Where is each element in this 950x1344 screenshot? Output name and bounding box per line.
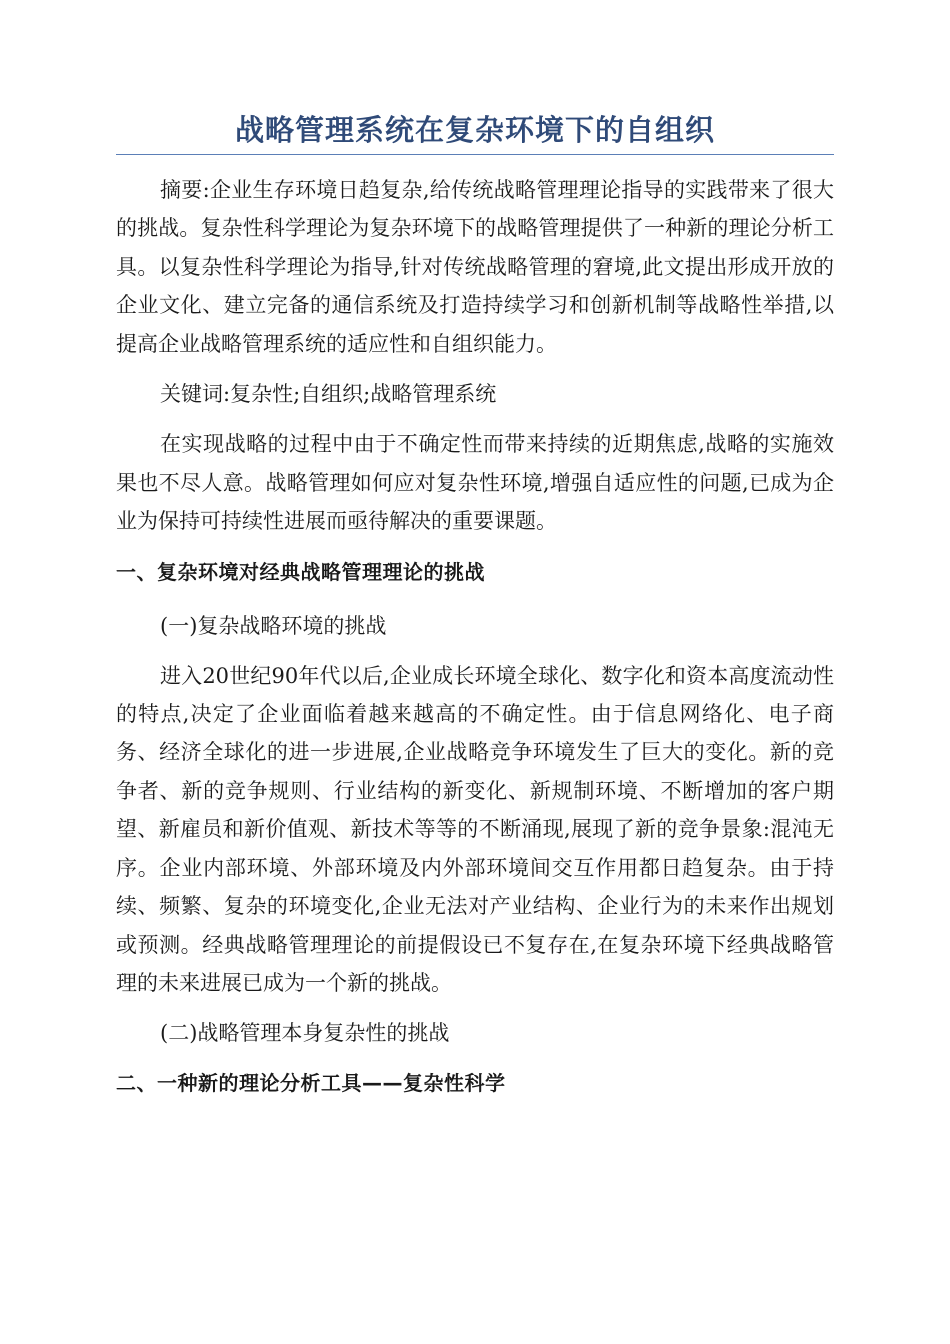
keywords-paragraph: 关键词:复杂性;自组织;战略管理系统 bbox=[160, 382, 497, 407]
section-1-sub-2-heading: (二)战略管理本身复杂性的挑战 bbox=[160, 1021, 450, 1046]
section-1-sub-1-heading: (一)复杂战略环境的挑战 bbox=[160, 613, 387, 638]
document-page bbox=[116, 108, 834, 1118]
document-title: 战略管理系统在复杂环境下的自组织 bbox=[116, 108, 834, 155]
intro-paragraph: 在实现战略的过程中由于不确定性而带来持续的近期焦虑,战略的实施效果也不尽人意。战略管理如何应对复杂性环境,增强自适应性的问题,已成为企业为保持可持续性进展而亟待解决的重要课题。 bbox=[116, 432, 834, 534]
section-1-heading: 一、复杂环境对经典战略管理理论的挑战 bbox=[116, 559, 485, 584]
section-2-heading: 二、一种新的理论分析工具——复杂性科学 bbox=[116, 1071, 506, 1096]
abstract-paragraph: 摘要:企业生存环境日趋复杂,给传统战略管理理论指导的实践带来了很大的挑战。复杂性科学理论为复杂环境下的战略管理提供了一种新的理论分析工具。以复杂性科学理论为指导,针对传统战略管理的窘境,此文提出形成开放的企业文化、建立完备的通信系统及打造持续学习和创新机制等战略性举措,以提高企业战略管理系统的适应性和自组织能力。 bbox=[116, 178, 834, 356]
section-1-sub-1-body: 进入20世纪90年代以后,企业成长环境全球化、数字化和资本高度流动性的特点,决定了企业面临着越来越高的不确定性。由于信息网络化、电子商务、经济全球化的进一步进展,企业战略竞争环境发生了巨大的变化。新的竞争者、新的竞争规则、行业结构的新变化、新规制环境、不断增加的客户期望、新雇员和新价值观、新技术等等的不断涌现,展现了新的竞争景象:混沌无序。企业内部环境、外部环境及内外部环境间交互作用都日趋复杂。由于持续、频繁、复杂的环境变化,企业无法对产业结构、企业行为的未来作出规划或预测。经典战略管理理论的前提假设已不复存在,在复杂环境下经典战略管理的未来进展已成为一个新的挑战。 bbox=[116, 663, 834, 995]
